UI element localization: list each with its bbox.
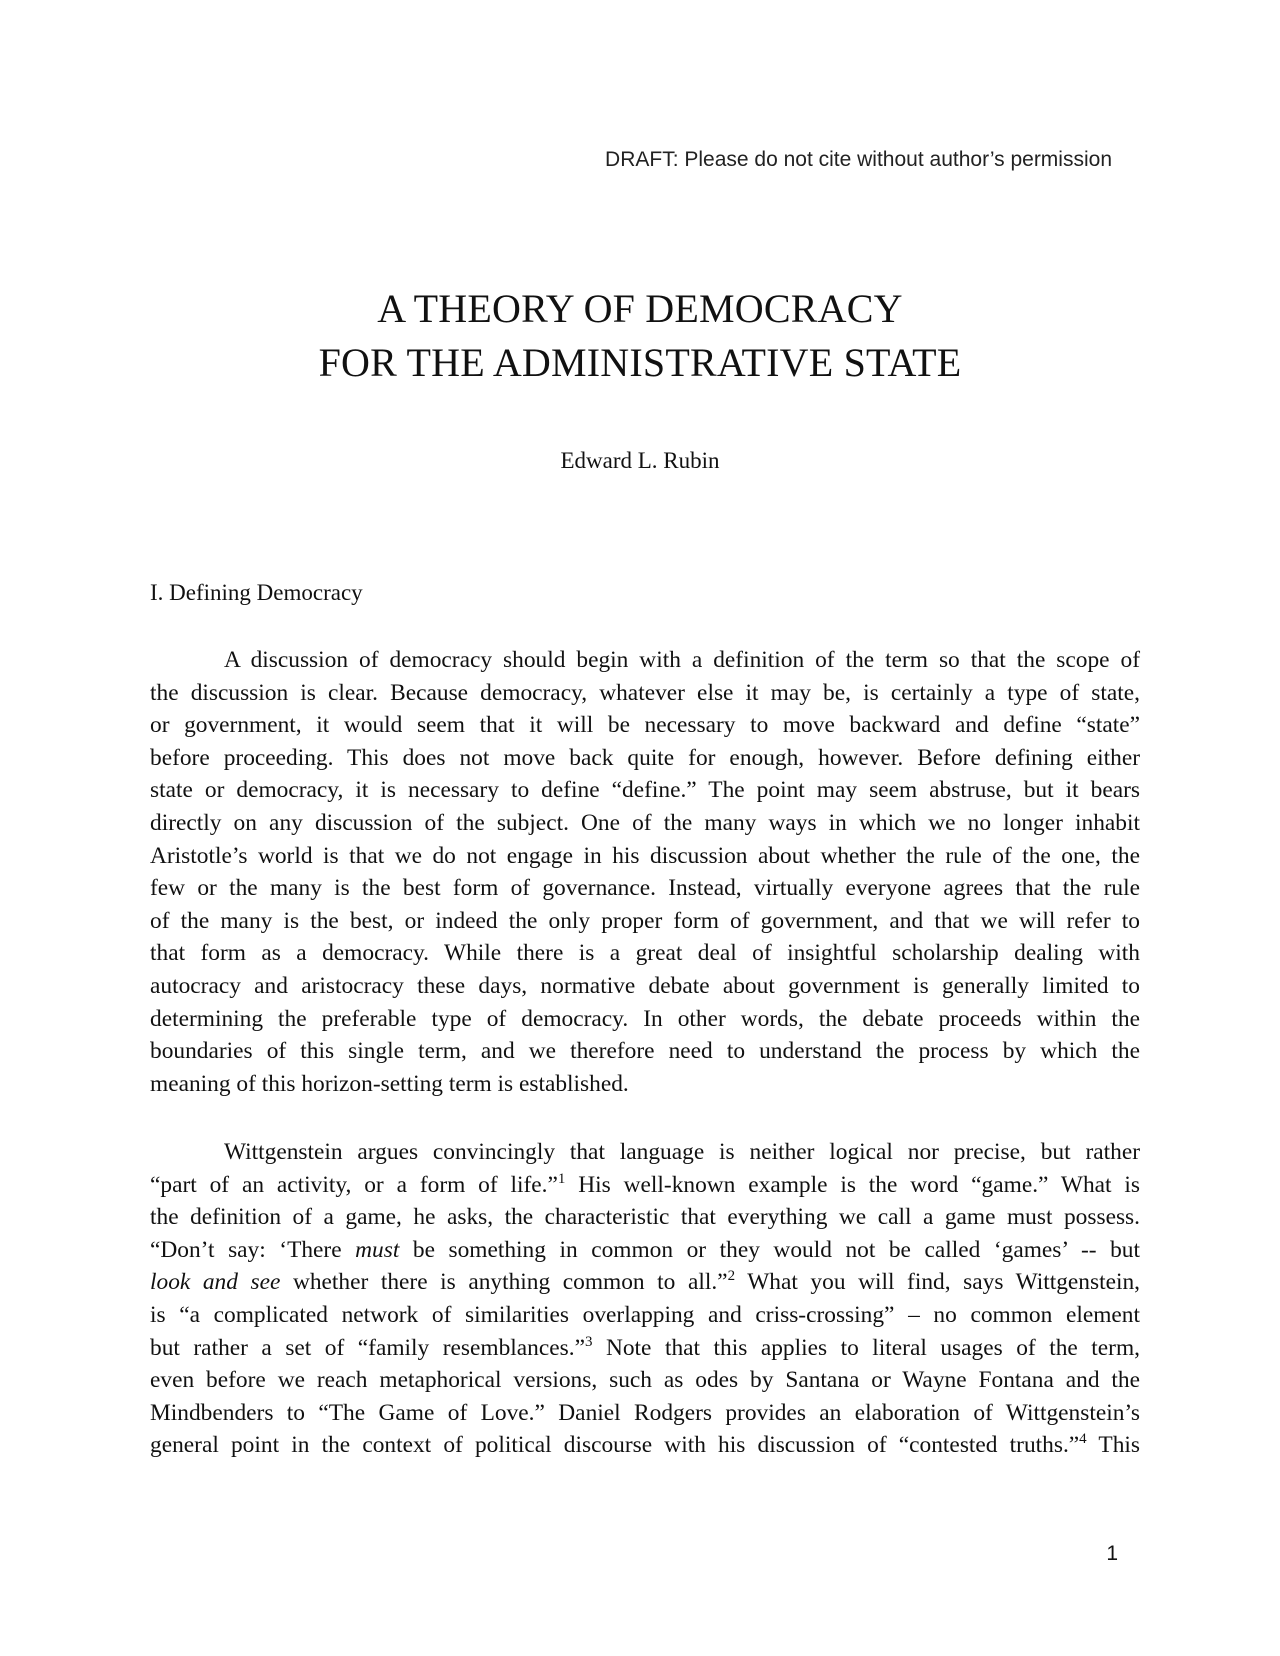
title-line-1: A THEORY OF DEMOCRACY — [377, 286, 903, 331]
draft-notice: DRAFT: Please do not cite without author’s permission — [605, 148, 1112, 171]
text-line: directly on any discussion of the subject. One of the many ways in which we no longer inhabit — [150, 809, 1140, 836]
author-name: Edward L. Rubin — [560, 448, 720, 473]
text-segment: general point in the context of political discourse with his discussion of “contested truths.” — [150, 1432, 1080, 1459]
text-line: determining the preferable type of democracy. In other words, the debate proceeds within the — [150, 1005, 1140, 1032]
text-segment: whether there is anything common to all.” — [280, 1269, 728, 1296]
text-line — [150, 1429, 1140, 1462]
emphasis-text: must — [355, 1236, 400, 1263]
text-segment: This — [1086, 1432, 1140, 1459]
text-line: before proceeding. This does not move back quite for enough, however. Before defining either — [150, 744, 1140, 771]
footnote-ref-2[interactable]: 2 — [727, 1268, 736, 1285]
text-line: autocracy and aristocracy these days, normative debate about government is generally limited to — [150, 972, 1140, 999]
text-line: the definition of a game, he asks, the characteristic that everything we call a game must possess. — [150, 1204, 1140, 1231]
page-number: 1 — [1106, 1542, 1118, 1565]
text-segment: His well-known example is the word “game.” What is — [565, 1171, 1140, 1198]
text-line: meaning of this horizon-setting term is established. — [150, 1070, 629, 1097]
title-line-2: FOR THE ADMINISTRATIVE STATE — [318, 340, 962, 385]
text-line: even before we reach metaphorical versions, such as odes by Santana or Wayne Fontana and the — [150, 1367, 1140, 1394]
text-segment: What you will find, says Wittgenstein, — [735, 1269, 1140, 1296]
text-segment: “Don’t say: ‘There — [150, 1236, 356, 1263]
text-line: state or democracy, it is necessary to define “define.” The point may seem abstruse, but it bears — [150, 777, 1140, 804]
text-segment: but rather a set of “family resemblances.” — [150, 1334, 585, 1361]
text-line: Mindbenders to “The Game of Love.” Daniel Rodgers provides an elaboration of Wittgenstein’s — [150, 1399, 1140, 1426]
footnote-ref-1[interactable]: 1 — [557, 1170, 566, 1187]
text-line — [150, 1234, 1140, 1267]
text-line: few or the many is the best form of governance. Instead, virtually everyone agrees that the rule — [150, 875, 1140, 902]
footnote-ref-4[interactable]: 4 — [1079, 1431, 1087, 1448]
text-line: is “a complicated network of similarities overlapping and criss-crossing” – no common element — [150, 1301, 1140, 1328]
text-line: the discussion is clear. Because democracy, whatever else it may be, is certainly a type of state, — [150, 679, 1140, 706]
text-segment: “part of an activity, or a form of life.” — [150, 1171, 558, 1198]
footnote-ref-3[interactable]: 3 — [584, 1333, 593, 1350]
text-line: or government, it would seem that it will be necessary to move backward and define “state” — [150, 712, 1140, 739]
document-title — [0, 282, 1280, 390]
section-heading: I. Defining Democracy — [150, 580, 363, 605]
text-line — [150, 1266, 1140, 1299]
paragraph-2 — [150, 1136, 1140, 1462]
paragraph-1 — [150, 644, 1140, 1100]
text-line — [150, 1169, 1140, 1202]
text-line: boundaries of this single term, and we therefore need to understand the process by which the — [150, 1038, 1140, 1065]
text-segment: be something in common or they would not be called ‘games’ -- but — [399, 1236, 1140, 1263]
text-line: of the many is the best, or indeed the only proper form of government, and that we will refer to — [150, 907, 1140, 934]
text-segment: Note that this applies to literal usages of the term, — [592, 1334, 1140, 1361]
text-line: Wittgenstein argues convincingly that language is neither logical nor precise, but rather — [224, 1139, 1140, 1165]
text-line: that form as a democracy. While there is a great deal of insightful scholarship dealing with — [150, 940, 1140, 967]
text-line: Aristotle’s world is that we do not engage in his discussion about whether the rule of the one, the — [150, 842, 1140, 869]
text-line — [150, 1332, 1140, 1365]
text-line: A discussion of democracy should begin with a definition of the term so that the scope of — [224, 647, 1140, 673]
emphasis-text: look and see — [150, 1269, 281, 1296]
